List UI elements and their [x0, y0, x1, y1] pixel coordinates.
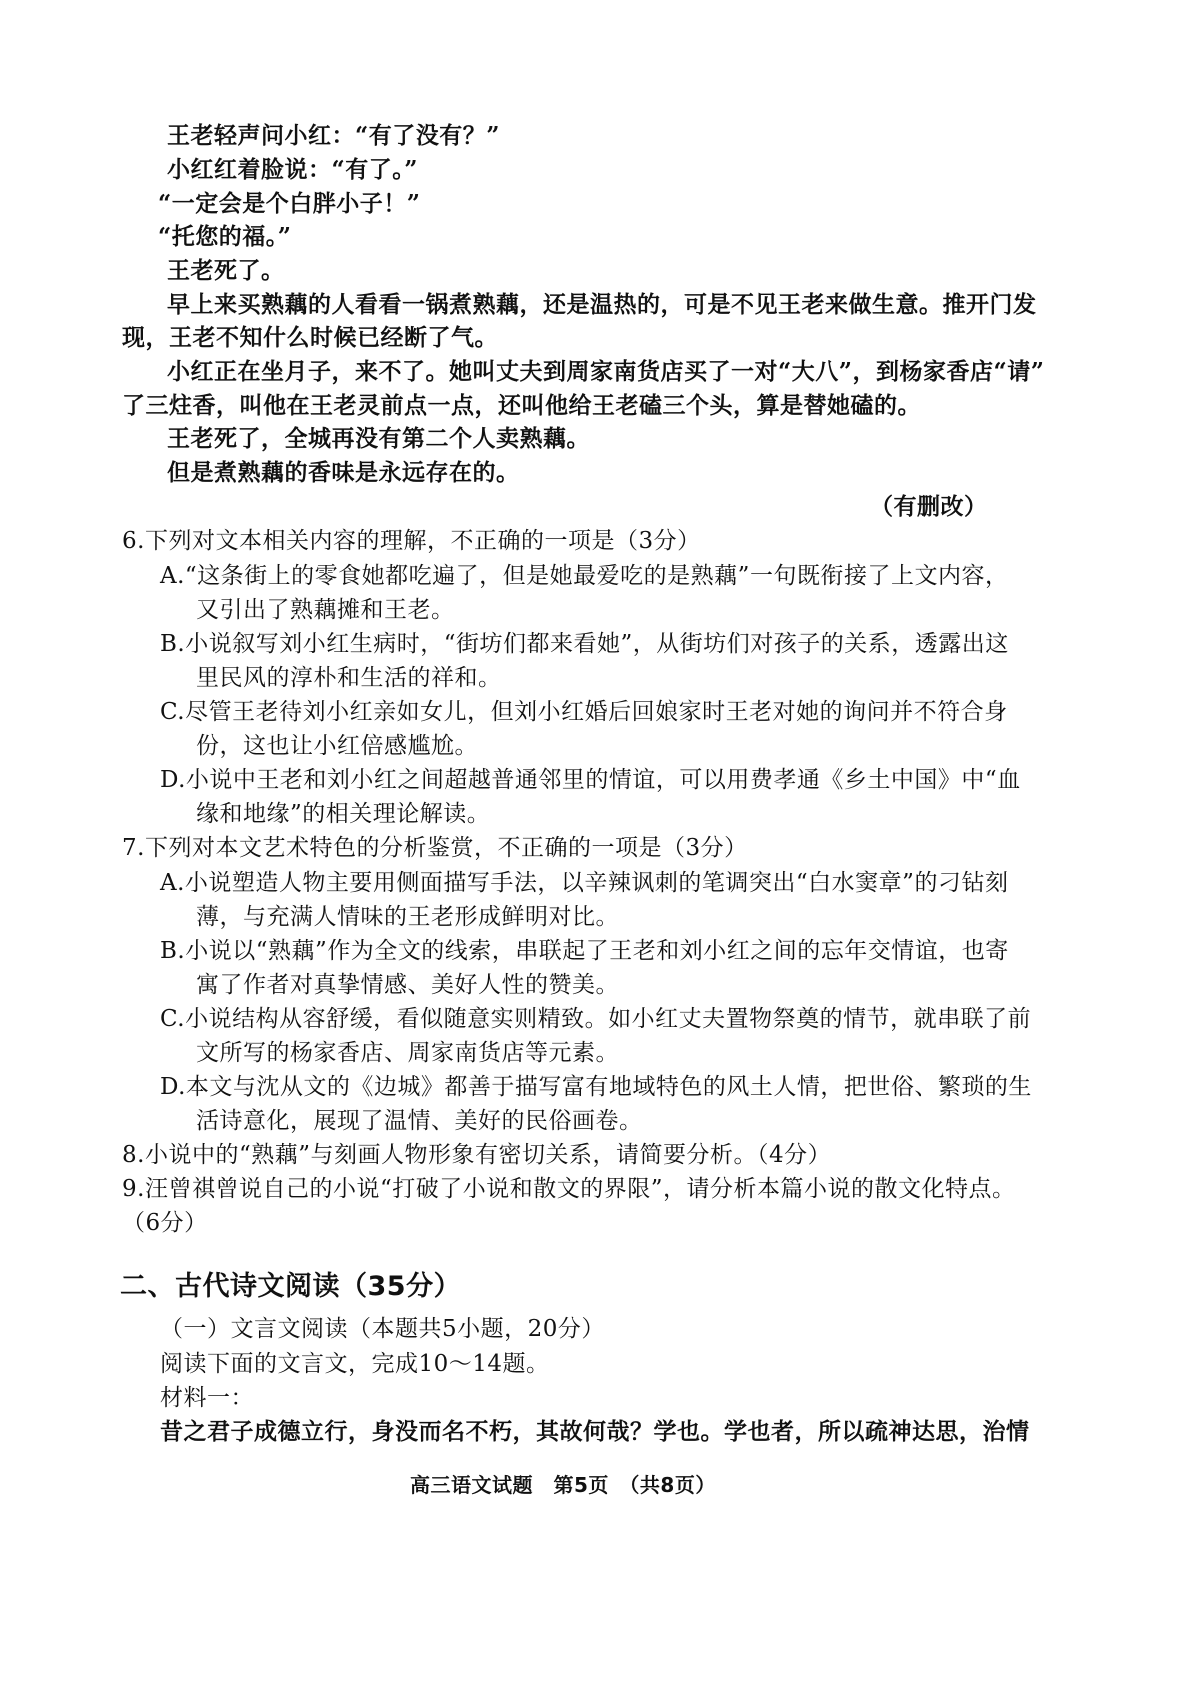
- question-6-option-c-cont: 份，这也让小红倍感尴尬。: [196, 733, 478, 759]
- material-label: 材料一：: [160, 1385, 254, 1411]
- question-6-option-b-cont: 里民风的淳朴和生活的祥和。: [196, 665, 502, 691]
- story-paragraph: 小红正在坐月子，来不了。她叫丈夫到周家南货店买了一对“大八”，到杨家香店“请”: [167, 358, 1045, 385]
- question-7-option-d-cont: 活诗意化，展现了温情、美好的民俗画卷。: [196, 1108, 643, 1134]
- question-7-option-a-cont: 薄，与充满人情味的王老形成鲜明对比。: [196, 904, 619, 930]
- reading-instruction: 阅读下面的文言文，完成10～14题。: [160, 1351, 550, 1377]
- subsection-heading: （一）文言文阅读（本题共5小题，20分）: [160, 1316, 605, 1342]
- question-6-option-c: C.尽管王老待刘小红亲如女儿，但刘小红婚后回娘家时王老对她的询问并不符合身: [160, 699, 1008, 725]
- question-6-option-b: B.小说叙写刘小红生病时，“街坊们都来看她”，从街坊们对孩子的关系，透露出这: [160, 631, 1009, 657]
- question-7-option-d: D.本文与沈从文的《边城》都善于描写富有地域特色的风土人情，把世俗、繁琐的生: [160, 1074, 1032, 1100]
- question-6-stem: 6.下列对文本相关内容的理解，不正确的一项是（3分）: [122, 528, 701, 554]
- question-6-option-d: D.小说中王老和刘小红之间超越普通邻里的情谊，可以用费孝通《乡土中国》中“血: [160, 767, 1021, 793]
- question-6-option-a: A.“这条街上的零食她都吃遍了，但是她最爱吃的是熟藕”一句既衔接了上文内容，: [160, 563, 1009, 589]
- story-dialog-line: 王老轻声问小红：“有了没有？”: [167, 122, 500, 149]
- question-9: 9.汪曾祺曾说自己的小说“打破了小说和散文的界限”，请分析本篇小说的散文化特点。: [122, 1176, 1016, 1202]
- story-paragraph-cont: 了三炷香，叫他在王老灵前点一点，还叫他给王老磕三个头，算是替她磕的。: [122, 392, 921, 419]
- story-paragraph: 王老死了。: [167, 257, 285, 284]
- story-paragraph: 王老死了，全城再没有第二个人卖熟藕。: [167, 425, 590, 452]
- source-note: （有删改）: [870, 493, 988, 520]
- question-7-option-c: C.小说结构从容舒缓，看似随意实则精致。如小红丈夫置物祭奠的情节，就串联了前: [160, 1006, 1032, 1032]
- question-7-option-b-cont: 寓了作者对真挚情感、美好人性的赞美。: [196, 972, 619, 998]
- story-dialog-line: 小红红着脸说：“有了。”: [167, 156, 418, 183]
- question-6-option-a-cont: 又引出了熟藕摊和王老。: [196, 597, 455, 623]
- question-6-option-d-cont: 缘和地缘”的相关理论解读。: [196, 801, 491, 827]
- section-heading: 二、古代诗文阅读（35分）: [120, 1271, 462, 1302]
- page-footer: 高三语文试题 第5页 （共8页）: [410, 1473, 716, 1497]
- story-paragraph-cont: 现，王老不知什么时候已经断了气。: [122, 324, 498, 351]
- question-7-stem: 7.下列对本文艺术特色的分析鉴赏，不正确的一项是（3分）: [122, 835, 748, 861]
- question-7-option-b: B.小说以“熟藕”作为全文的线索，串联起了王老和刘小红之间的忘年交情谊，也寄: [160, 938, 1009, 964]
- question-9-points: （6分）: [122, 1210, 208, 1236]
- classical-text-line: 昔之君子成德立行，身没而名不朽，其故何哉？学也。学也者，所以疏神达思，治情: [160, 1418, 1030, 1445]
- question-7-option-a: A.小说塑造人物主要用侧面描写手法，以辛辣讽刺的笔调突出“白水窦章”的刁钻刻: [160, 870, 1009, 896]
- question-7-option-c-cont: 文所写的杨家香店、周家南货店等元素。: [196, 1040, 619, 1066]
- story-paragraph: 但是煮熟藕的香味是永远存在的。: [167, 459, 520, 486]
- story-dialog-line: “一定会是个白胖小子！”: [158, 190, 421, 217]
- story-paragraph: 早上来买熟藕的人看看一锅煮熟藕，还是温热的，可是不见王老来做生意。推开门发: [167, 291, 1037, 318]
- question-8: 8.小说中的“熟藕”与刻画人物形象有密切关系，请简要分析。（4分）: [122, 1142, 832, 1168]
- story-dialog-line: “托您的福。”: [158, 223, 292, 250]
